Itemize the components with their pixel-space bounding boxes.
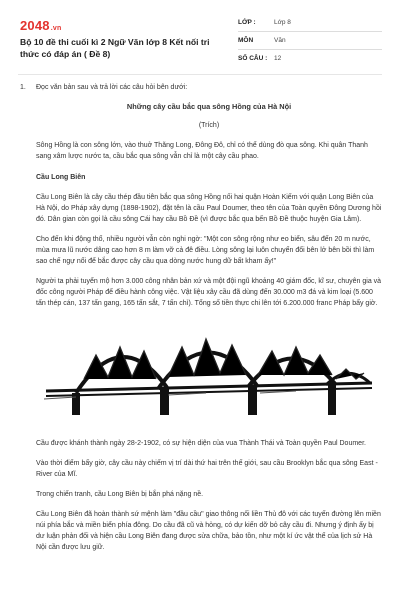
meta-table	[238, 14, 382, 67]
bridge-drawing	[36, 317, 382, 429]
question-prompt: Đọc văn bản sau và trả lời các câu hỏi bên dưới:	[36, 84, 188, 91]
paragraph-intro: Sông Hồng là con sông lớn, vào thuở Thăng Long, Đông Đô, chỉ có thể dùng đò qua sông. Khi quân Thanh sang xâm lược nước ta, cầu bắc qua sông vẫn chỉ là một cây cầu phao.	[36, 142, 368, 160]
meta-label: SỐ CÂU :	[238, 55, 268, 62]
document-title: Bộ 10 đề thi cuối kì 2 Ngữ Văn lớp 8 Kết nối tri thức có đáp án ( Đề 8)	[20, 37, 210, 59]
meta-row-count	[238, 50, 382, 67]
paragraph-5: Vào thời điểm bấy giờ, cây cầu này chiếm vị trí dài thứ hai trên thế giới, sau cầu Brooklyn bắc qua sông East - River của Mĩ.	[36, 460, 378, 478]
bridge-illustration-icon	[36, 317, 382, 429]
logo-suffix: .vn	[50, 25, 62, 32]
header-divider	[18, 74, 382, 75]
meta-row-subject	[238, 32, 382, 50]
passage-title: Những cây cầu bắc qua sông Hồng của Hà Nội	[126, 102, 292, 111]
logo-text: 2048	[20, 18, 50, 33]
meta-value: 12	[274, 55, 282, 62]
passage-source: (Trích)	[198, 122, 220, 129]
question-number: 1.	[20, 84, 26, 91]
meta-value: Lớp 8	[274, 19, 291, 26]
meta-row-class	[238, 14, 382, 32]
site-logo[interactable]	[20, 18, 61, 33]
question-line	[20, 82, 382, 93]
paragraph-6: Trong chiến tranh, cầu Long Biên bị bắn phá nặng nề.	[36, 491, 204, 498]
passage	[36, 101, 382, 553]
paragraph-7: Cầu Long Biên đã hoàn thành sứ mệnh làm "đầu cầu" giao thông nối liền Thủ đô với các tuyến đường lên miền núi phía bắc và miền biển phía đông. Do cầu đã cũ và hỏng, có dự kiến dỡ bỏ cây cầu đi. Nhưng ý định ấy bị dư luận phản đối và hiện cầu Long Biên đang được sửa chữa, bảo tồn, như một kí ức vật thể của lịch sử Hà Nội cần được lưu giữ.	[36, 511, 381, 551]
meta-label: MÔN	[238, 37, 254, 44]
meta-value: Văn	[274, 37, 286, 44]
meta-label: LỚP :	[238, 19, 256, 26]
paragraph-4: Cầu được khánh thành ngày 28-2-1902, có sự hiện diện của vua Thành Thái và Toàn quyền Paul Doumer.	[36, 440, 366, 447]
paragraph-2: Cho đến khi động thổ, nhiều người vẫn còn nghi ngờ: "Một con sông rộng như eo biển, sâu đến 20 m nước, mùa mưa lũ nước dâng cao hơn 8 m làm vỡ cả đê điều. Lòng sông lại luôn chuyển đổi bên lở bên bồi thì làm sao chế ngự nổi để bắc được cây cầu qua dòng nước hung dữ bất kham ấy!"	[36, 236, 375, 265]
document-header	[18, 12, 382, 72]
paragraph-3: Người ta phải tuyển mộ hơn 3.000 công nhân bản xứ và một đội ngũ khoảng 40 giám đốc, kĩ sư, chuyên gia và đốc công người Pháp để điều hành công việc. Vật liệu xây cầu đã dùng đến 30.000 m3 đá và kim loại (5.600 tấn thép cán, 137 tấn gang, 165 tấn sắt, 7 tấn chì). Tổng số tiền thực chi lên tới 6.200.000 franc Pháp bấy giờ.	[36, 278, 382, 307]
paragraph-1: Cầu Long Biên là cây cầu thép đầu tiên bắc qua sông Hồng nối hai quận Hoàn Kiếm với quận Long Biên của Hà Nội, do Pháp xây dựng (1898-1902), đặt tên là cầu Paul Doumer, theo tên của Toàn quyền Đông Dương hồi đó. Dân gian còn gọi là cầu sông Cái hay cầu Bồ Đề (vì được bắc qua bến Bồ Đề thuộc huyện Gia Lâm).	[36, 194, 382, 223]
section-heading: Cầu Long Biên	[36, 174, 86, 181]
question-content	[20, 82, 382, 553]
